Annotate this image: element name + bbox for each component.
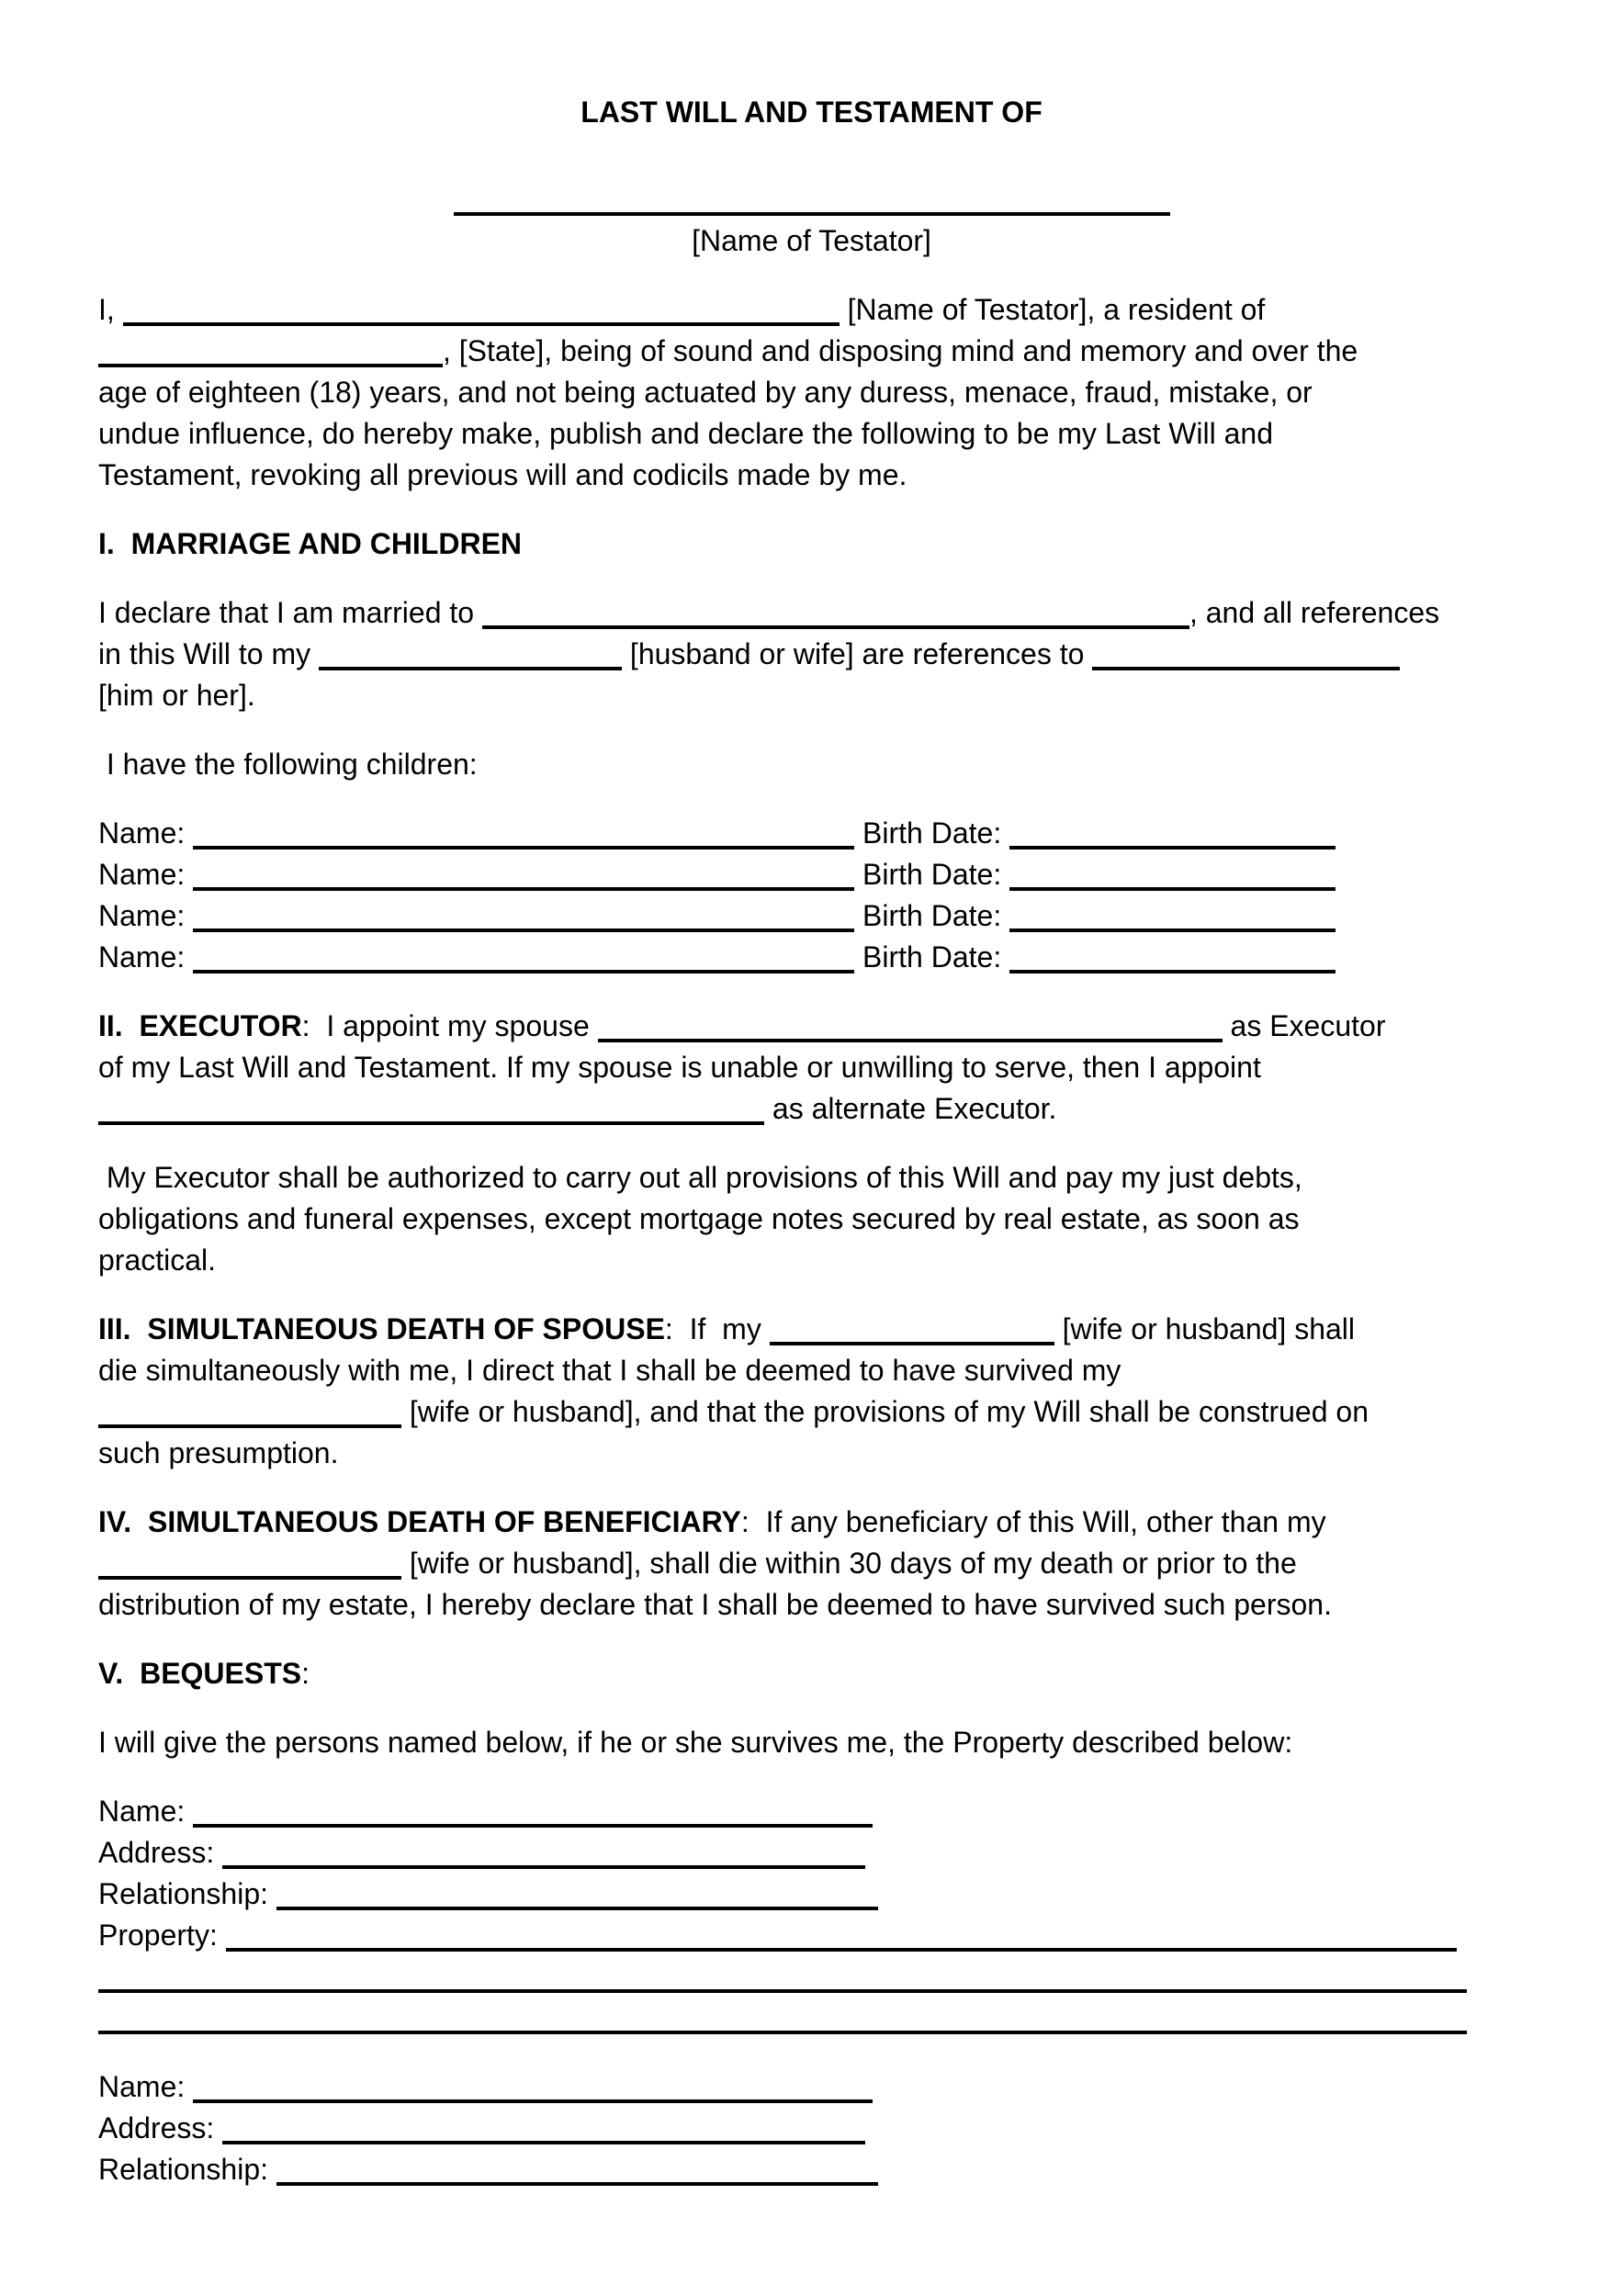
text-run: , and all references bbox=[1189, 596, 1440, 629]
text-line bbox=[98, 2066, 1525, 2108]
text-run: distribution of my estate, I hereby declare that I shall be deemed to have survived such person. bbox=[98, 1588, 1332, 1621]
simultaneous-death-of-spouse-section bbox=[98, 1309, 1525, 1474]
testator-name-blank-line[interactable] bbox=[454, 212, 1170, 216]
spouse-name-blank[interactable] bbox=[482, 625, 1189, 629]
alternate-executor-name-blank[interactable] bbox=[98, 1121, 764, 1125]
text-line bbox=[98, 2108, 1525, 2149]
text-run: age of eighteen (18) years, and not being actuated by any duress, menace, fraud, mistake, or bbox=[98, 376, 1313, 409]
text-run: as alternate Executor. bbox=[764, 1092, 1057, 1125]
text-run: such presumption. bbox=[98, 1436, 339, 1469]
bequest-1-property-continuation-blank-1[interactable] bbox=[98, 1989, 1467, 1993]
text-line bbox=[98, 1791, 1525, 1832]
text-line bbox=[98, 1956, 1525, 1998]
bequest-1-name-blank[interactable] bbox=[193, 1824, 873, 1828]
text-line bbox=[98, 523, 1525, 565]
text-run: : bbox=[301, 1657, 310, 1690]
text-run: [wife or husband], shall die within 30 days of my death or prior to the bbox=[401, 1547, 1297, 1580]
section-iii-heading-text: III. SIMULTANEOUS DEATH OF SPOUSE bbox=[98, 1312, 665, 1345]
text-line bbox=[98, 1653, 1525, 1694]
text-run: Name: bbox=[98, 2070, 194, 2103]
opening-declaration-paragraph bbox=[98, 289, 1525, 496]
executor-section bbox=[98, 1006, 1525, 1130]
section-i-heading-text: I. MARRIAGE AND CHILDREN bbox=[98, 527, 523, 560]
text-line bbox=[98, 1006, 1525, 1047]
text-run: Name: bbox=[98, 816, 194, 850]
text-line bbox=[98, 92, 1525, 133]
text-line bbox=[98, 1350, 1525, 1391]
bequest-2-relationship-blank[interactable] bbox=[276, 2182, 878, 2186]
text-run: Birth Date: bbox=[854, 816, 1010, 850]
text-run: practical. bbox=[98, 1244, 217, 1277]
text-line bbox=[98, 2149, 1525, 2190]
section-heading-bequests bbox=[98, 1653, 1525, 1694]
text-line bbox=[98, 1832, 1525, 1874]
bequest-1-property-blank[interactable] bbox=[226, 1948, 1457, 1952]
text-line bbox=[98, 1391, 1525, 1433]
text-line bbox=[98, 1433, 1525, 1474]
executor-powers-paragraph bbox=[98, 1157, 1525, 1281]
text-line bbox=[98, 1309, 1525, 1350]
spouse-reference-blank[interactable] bbox=[1092, 667, 1400, 670]
text-line bbox=[98, 675, 1525, 716]
text-run: Property: bbox=[98, 1919, 226, 1952]
text-run: Name: bbox=[98, 858, 194, 891]
bequest-1-property-continuation-1 bbox=[98, 1956, 1525, 1998]
text-run: : If any beneficiary of this Will, other than my bbox=[740, 1505, 1326, 1538]
text-line bbox=[98, 455, 1525, 496]
text-run: Birth Date: bbox=[854, 899, 1010, 932]
simultaneous-death-of-beneficiary-section bbox=[98, 1502, 1525, 1626]
children-list bbox=[98, 813, 1525, 978]
spouse-designation-blank-3[interactable] bbox=[98, 1424, 401, 1428]
text-line bbox=[98, 220, 1525, 262]
text-line bbox=[98, 937, 1525, 978]
spouse-designation-blank[interactable] bbox=[319, 667, 622, 670]
text-line bbox=[98, 1502, 1525, 1543]
text-run: undue influence, do hereby make, publish and declare the following to be my Last Will and bbox=[98, 417, 1273, 450]
text-line bbox=[98, 1998, 1525, 2039]
text-line bbox=[98, 413, 1525, 455]
text-run: Address: bbox=[98, 2111, 223, 2144]
text-line bbox=[98, 372, 1525, 413]
child-1-birth-date-blank[interactable] bbox=[1009, 846, 1336, 850]
text-line bbox=[98, 1199, 1525, 1240]
section-heading-marriage-and-children bbox=[98, 523, 1525, 565]
marriage-declaration-paragraph bbox=[98, 592, 1525, 716]
child-2-birth-date-blank[interactable] bbox=[1009, 887, 1336, 891]
text-run: My Executor shall be authorized to carry out all provisions of this Will and pay my just debts, bbox=[98, 1161, 1302, 1194]
text-run: in this Will to my bbox=[98, 637, 320, 670]
text-run: [Name of Testator], a resident of bbox=[839, 293, 1266, 326]
text-run: of my Last Will and Testament. If my spouse is unable or unwilling to serve, then I appoint bbox=[98, 1051, 1261, 1084]
bequest-1-relationship-blank[interactable] bbox=[276, 1907, 878, 1910]
bequest-1-address-blank[interactable] bbox=[222, 1865, 865, 1869]
text-run: Testament, revoking all previous will and codicils made by me. bbox=[98, 458, 907, 491]
bequest-entry-2 bbox=[98, 2066, 1525, 2190]
section-ii-heading-text: II. EXECUTOR bbox=[98, 1009, 302, 1042]
text-line bbox=[98, 592, 1525, 634]
text-run: Relationship: bbox=[98, 1877, 276, 1910]
child-1-name-blank[interactable] bbox=[193, 846, 854, 850]
text-run: [wife or husband] shall bbox=[1054, 1312, 1355, 1345]
text-run: I will give the persons named below, if he or she survives me, the Property described below: bbox=[98, 1726, 1293, 1759]
text-line bbox=[98, 1047, 1525, 1088]
text-run: die simultaneously with me, I direct that I shall be deemed to have survived my bbox=[98, 1354, 1121, 1387]
text-line bbox=[98, 289, 1525, 331]
text-run: Name: bbox=[98, 1795, 194, 1828]
child-3-birth-date-blank[interactable] bbox=[1009, 929, 1336, 932]
document-title bbox=[98, 92, 1525, 133]
text-run: : I appoint my spouse bbox=[301, 1009, 598, 1042]
text-line bbox=[98, 744, 1525, 785]
state-blank[interactable] bbox=[98, 364, 443, 367]
text-line bbox=[98, 813, 1525, 854]
text-line bbox=[98, 1240, 1525, 1281]
child-3-name-blank[interactable] bbox=[193, 929, 854, 932]
bequest-1-property-continuation-blank-2[interactable] bbox=[98, 2031, 1467, 2034]
text-run: as Executor bbox=[1222, 1009, 1386, 1042]
testator-name-caption-text: [Name of Testator] bbox=[692, 224, 931, 257]
text-run: obligations and funeral expenses, except mortgage notes secured by real estate, as soon as bbox=[98, 1202, 1300, 1235]
text-run: [wife or husband], and that the provisions of my Will shall be construed on bbox=[401, 1395, 1369, 1428]
testator-name-blank[interactable] bbox=[123, 322, 840, 326]
text-run: I, bbox=[98, 293, 123, 326]
text-run: Name: bbox=[98, 940, 194, 974]
text-run: Address: bbox=[98, 1836, 223, 1869]
text-run: Name: bbox=[98, 899, 194, 932]
section-iv-heading-text: IV. SIMULTANEOUS DEATH OF BENEFICIARY bbox=[98, 1505, 741, 1538]
spouse-designation-blank-2[interactable] bbox=[770, 1342, 1054, 1345]
text-run: Relationship: bbox=[98, 2153, 276, 2186]
text-run: I declare that I am married to bbox=[98, 596, 482, 629]
spouse-designation-blank-4[interactable] bbox=[98, 1576, 401, 1580]
text-line bbox=[98, 895, 1525, 937]
text-line bbox=[98, 1584, 1525, 1626]
text-line bbox=[98, 1874, 1525, 1915]
text-line bbox=[98, 1722, 1525, 1763]
text-line bbox=[98, 1543, 1525, 1584]
text-run: , [State], being of sound and disposing mind and memory and over the bbox=[443, 334, 1358, 367]
testator-name-signature-area bbox=[98, 179, 1525, 220]
text-line bbox=[98, 1915, 1525, 1956]
text-line bbox=[98, 634, 1525, 675]
text-line bbox=[98, 1088, 1525, 1130]
bequest-2-name-blank[interactable] bbox=[193, 2099, 873, 2103]
bequest-entry-1 bbox=[98, 1791, 1525, 1956]
text-run: : If my bbox=[664, 1312, 770, 1345]
text-run: Birth Date: bbox=[854, 940, 1010, 974]
text-run: [husband or wife] are references to bbox=[622, 637, 1093, 670]
document-body bbox=[98, 92, 1525, 2190]
testator-name-caption bbox=[98, 220, 1525, 262]
executor-spouse-name-blank[interactable] bbox=[598, 1039, 1223, 1042]
text-run: Birth Date: bbox=[854, 858, 1010, 891]
child-4-birth-date-blank[interactable] bbox=[1009, 970, 1336, 974]
text-run: I have the following children: bbox=[98, 748, 478, 781]
children-intro-line bbox=[98, 744, 1525, 785]
bequest-2-address-blank[interactable] bbox=[222, 2141, 865, 2144]
text-run: [him or her]. bbox=[98, 679, 255, 712]
document-title-text: LAST WILL AND TESTAMENT OF bbox=[580, 96, 1043, 129]
child-4-name-blank[interactable] bbox=[193, 970, 854, 974]
text-line bbox=[98, 1157, 1525, 1199]
text-line bbox=[98, 179, 1525, 220]
bequests-intro-paragraph bbox=[98, 1722, 1525, 1763]
child-2-name-blank[interactable] bbox=[193, 887, 854, 891]
section-v-heading-text: V. BEQUESTS bbox=[98, 1657, 302, 1690]
bequest-1-property-continuation-2 bbox=[98, 1998, 1525, 2039]
text-line bbox=[98, 331, 1525, 372]
text-line bbox=[98, 854, 1525, 895]
